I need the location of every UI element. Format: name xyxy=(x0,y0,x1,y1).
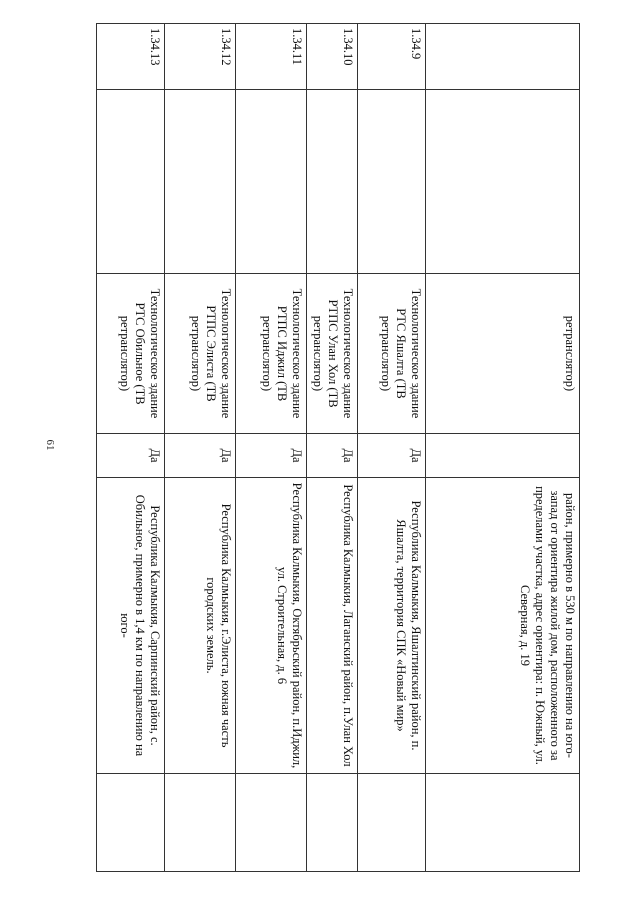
address-cell: Республика Калмыкия, Яшалтинский район, п. Яшалта, территория СПК «Новый мир» xyxy=(358,478,426,774)
blank-cell xyxy=(307,90,358,274)
row-number-cell xyxy=(426,24,580,90)
blank-cell xyxy=(165,774,236,872)
flag-cell xyxy=(426,434,580,478)
address-cell: Республика Калмыкия, Лаганский район, п.Улан Хол xyxy=(307,478,358,774)
table-row xyxy=(165,24,236,872)
blank-cell xyxy=(426,774,580,872)
table-row xyxy=(236,24,307,872)
table-row xyxy=(307,24,358,872)
blank-cell xyxy=(307,774,358,872)
object-name-cell: Технологическое здание РТС Обильное (ТВ ретранслятор) xyxy=(97,274,165,434)
table-row xyxy=(97,24,165,872)
blank-cell xyxy=(236,90,307,274)
address-cell: район, примерно в 530 м по направлению на юго-запад от ориентира жилой дом, расположенного за пределами участка, адрес ориентира: п. Южный, ул. Северная, д. 19 xyxy=(426,478,580,774)
row-number-cell: 1.34.11 xyxy=(236,24,307,90)
row-number-cell: 1.34.12 xyxy=(165,24,236,90)
address-cell: Республика Калмыкия, Сарпинский район, с. Обильное, примерно в 1,4 км по направлению на юго- xyxy=(97,478,165,774)
blank-cell xyxy=(97,90,165,274)
table-row xyxy=(358,24,426,872)
flag-cell: Да xyxy=(358,434,426,478)
row-number-cell: 1.34.10 xyxy=(307,24,358,90)
blank-cell xyxy=(426,90,580,274)
flag-cell: Да xyxy=(97,434,165,478)
object-name-cell: ретранслятор) xyxy=(426,274,580,434)
flag-cell: Да xyxy=(236,434,307,478)
flag-cell: Да xyxy=(307,434,358,478)
page-number: 61 xyxy=(44,439,56,451)
row-number-cell: 1.34.9 xyxy=(358,24,426,90)
blank-cell xyxy=(236,774,307,872)
blank-cell xyxy=(358,90,426,274)
address-cell: Республика Калмыкия, Октябрьский район, п.Иджил, ул. Строительная, д. 6 xyxy=(236,478,307,774)
table-row xyxy=(426,24,580,872)
object-name-cell: Технологическое здание РТПС Иджил (ТВ ретранслятор) xyxy=(236,274,307,434)
flag-cell: Да xyxy=(165,434,236,478)
row-number-cell: 1.34.13 xyxy=(97,24,165,90)
object-name-cell: Технологическое здание РТПС Элиста (ТВ ретранслятор) xyxy=(165,274,236,434)
blank-cell xyxy=(358,774,426,872)
address-cell: Республика Калмыкия, г.Элиста, южная часть городских земель. xyxy=(165,478,236,774)
property-table xyxy=(96,23,580,872)
blank-cell xyxy=(165,90,236,274)
property-table-rotated xyxy=(97,23,580,871)
blank-cell xyxy=(97,774,165,872)
object-name-cell: Технологическое здание РТС Яшалта (ТВ ретранслятор) xyxy=(358,274,426,434)
object-name-cell: Технологическое здание РТПС Улан Хол (ТВ ретранслятор) xyxy=(307,274,358,434)
